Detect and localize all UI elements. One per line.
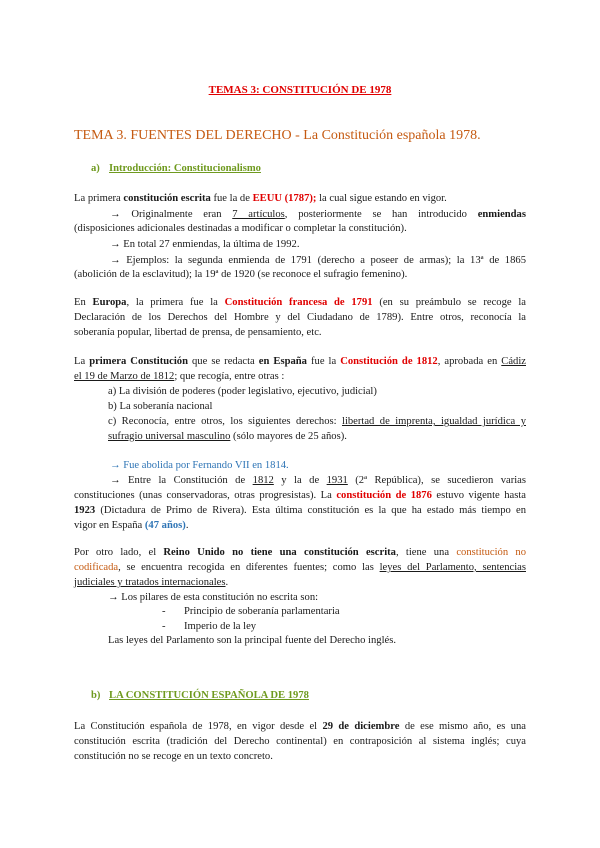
text: Constitución de 1812 — [340, 356, 438, 367]
text: Cádiz — [501, 356, 526, 367]
text: que se redacta — [187, 356, 259, 367]
bullet-dash: - — [162, 621, 166, 632]
text: La Constitución española de 1978, en vigor desde el — [74, 721, 323, 732]
paragraph-eeuu-line: (disposiciones adicionales destinadas a modificar o completar la constitución). — [74, 223, 407, 234]
text: 1923 — [74, 505, 96, 516]
text: estuvo vigente hasta — [431, 490, 526, 501]
text: sufragio universal masculino — [108, 431, 231, 442]
text: , se encuentra recogida en diferentes fuentes; como las — [118, 562, 380, 573]
note-line — [110, 474, 526, 487]
text: fue la — [306, 356, 341, 367]
text: (47 años) — [144, 520, 186, 531]
text: y la de — [273, 475, 327, 486]
text: → Originalmente eran — [110, 209, 233, 220]
text: constituciones (unas conservadoras, otras progresistas). La — [74, 490, 337, 501]
text: La primera — [74, 193, 124, 204]
text: constitución escrita — [123, 193, 211, 204]
bullet-dash: - — [162, 606, 166, 617]
text: c) Reconocía, entre otros, los siguientes derechos: — [108, 416, 342, 427]
list-item: a) La división de poderes (poder legislativo, ejecutivo, judicial) — [108, 386, 377, 397]
paragraph-eeuu-line: → En total 27 enmiendas, la última de 1992. — [110, 239, 300, 250]
text: ; que recogía, entre otras : — [174, 371, 285, 382]
text: el 19 de Marzo de 1812 — [74, 371, 175, 382]
text: fue la de — [210, 193, 253, 204]
section-heading-tema: TEMA 3. FUENTES DEL DERECHO - La Constitución española 1978. — [74, 128, 481, 143]
paragraph-reino-unido-line — [74, 576, 526, 589]
text: 1931 — [326, 475, 348, 486]
note-line — [74, 489, 526, 502]
text: La — [74, 356, 90, 367]
subheading-introduccion — [91, 163, 261, 174]
subheading-text: LA CONSTITUCIÓN ESPAÑOLA DE 1978 — [109, 690, 309, 701]
paragraph-espana-line — [74, 355, 526, 368]
text: en España — [258, 356, 307, 367]
text: Reino Unido no tiene una constitución escrita — [163, 547, 396, 558]
text: enmiendas — [477, 209, 526, 220]
text: Europa — [92, 297, 127, 308]
text: EEUU (1787); — [252, 193, 317, 204]
text: → Entre la Constitución de — [110, 475, 253, 486]
text: . — [185, 520, 189, 531]
text: la cual sigue estando en vigor. — [316, 193, 447, 204]
paragraph-europa-line — [74, 296, 526, 309]
subheading-text: Introducción: Constitucionalismo — [109, 163, 261, 174]
text: Por otro lado, el — [74, 547, 164, 558]
text: constitución no — [456, 547, 526, 558]
paragraph-europa-line: Declaración de los Derechos del Hombre y del Ciudadano de 1789). Entre otros, reconocía la — [74, 312, 526, 323]
text: libertad de imprenta, igualdad jurídica y — [342, 416, 526, 427]
text: 1812 — [252, 475, 274, 486]
paragraph-reino-unido-line: Las leyes del Parlamento son la principal fuente del Derecho inglés. — [108, 635, 396, 646]
note-line — [74, 504, 526, 517]
list-item: b) La soberanía nacional — [108, 401, 213, 412]
text: Imperio de la ley — [184, 621, 257, 632]
bullet-item — [162, 620, 600, 633]
paragraph-reino-unido-line: → Los pilares de esta constitución no escrita son: — [108, 592, 319, 603]
text: vigor en España — [74, 520, 145, 531]
list-item — [108, 415, 526, 428]
text: (Dictadura de Primo de Rivera). Esta última constitución es la que ha estado más tiempo en — [95, 505, 526, 516]
paragraph-reino-unido-line — [74, 561, 526, 574]
note-line — [74, 519, 526, 532]
text: En — [74, 297, 93, 308]
paragraph-reino-unido-line — [74, 546, 526, 559]
list-item — [108, 430, 560, 443]
text: judiciales y tratados internacionales — [74, 577, 226, 588]
text: Principio de soberanía parlamentaria — [184, 606, 340, 617]
text: (2ª República), se sucedieron varias — [347, 475, 526, 486]
paragraph-eeuu-line: → Ejemplos: la segunda enmienda de 1791 (derecho a poseer de armas); la 13ª de 1865 — [110, 255, 526, 266]
text: de ese mismo año, es una — [399, 721, 526, 732]
paragraph-eeuu-line: (abolición de la esclavitud); la 19ª de 1920 (se reconoce el sufragio femenino). — [74, 269, 408, 280]
paragraph-europa-line: soberanía popular, libertad de prensa, de pensamiento, etc. — [74, 327, 322, 338]
text: . — [225, 577, 229, 588]
paragraph-1978-line — [74, 720, 526, 733]
subheading-label: b) — [91, 690, 101, 701]
text: , posteriormente se han introducido — [284, 209, 478, 220]
paragraph-1978-line: constitución no se recoge en un texto concreto. — [74, 751, 273, 762]
text: primera Constitución — [89, 356, 188, 367]
text: leyes del Parlamento, sentencias — [379, 562, 526, 573]
text: codificada — [74, 562, 119, 573]
paragraph-eeuu-line — [110, 208, 526, 221]
text: constitución de 1876 — [336, 490, 432, 501]
text: 29 de diciembre — [322, 721, 400, 732]
text: (en su preámbulo se recoge la — [372, 297, 526, 308]
text: , aprobada en — [437, 356, 502, 367]
subheading-constitucion-1978 — [91, 690, 309, 701]
paragraph-espana-line — [74, 370, 526, 383]
note-line: → Fue abolida por Fernando VII en 1814. — [110, 460, 289, 471]
text: , la primera fue la — [126, 297, 225, 308]
text: (sólo mayores de 25 años). — [230, 431, 347, 442]
paragraph-1978-line: constitución escrita (tradición del Derecho continental) en contraposición al sistema inglés; cuya — [74, 736, 526, 747]
text: , tiene una — [395, 547, 457, 558]
page-title: TEMAS 3: CONSTITUCIÓN DE 1978 — [208, 84, 392, 96]
subheading-label: a) — [91, 163, 100, 174]
text: Constitución francesa de 1791 — [224, 297, 373, 308]
paragraph-eeuu-line — [74, 192, 526, 205]
text: 7 artículos — [232, 209, 285, 220]
bullet-item — [162, 605, 600, 618]
